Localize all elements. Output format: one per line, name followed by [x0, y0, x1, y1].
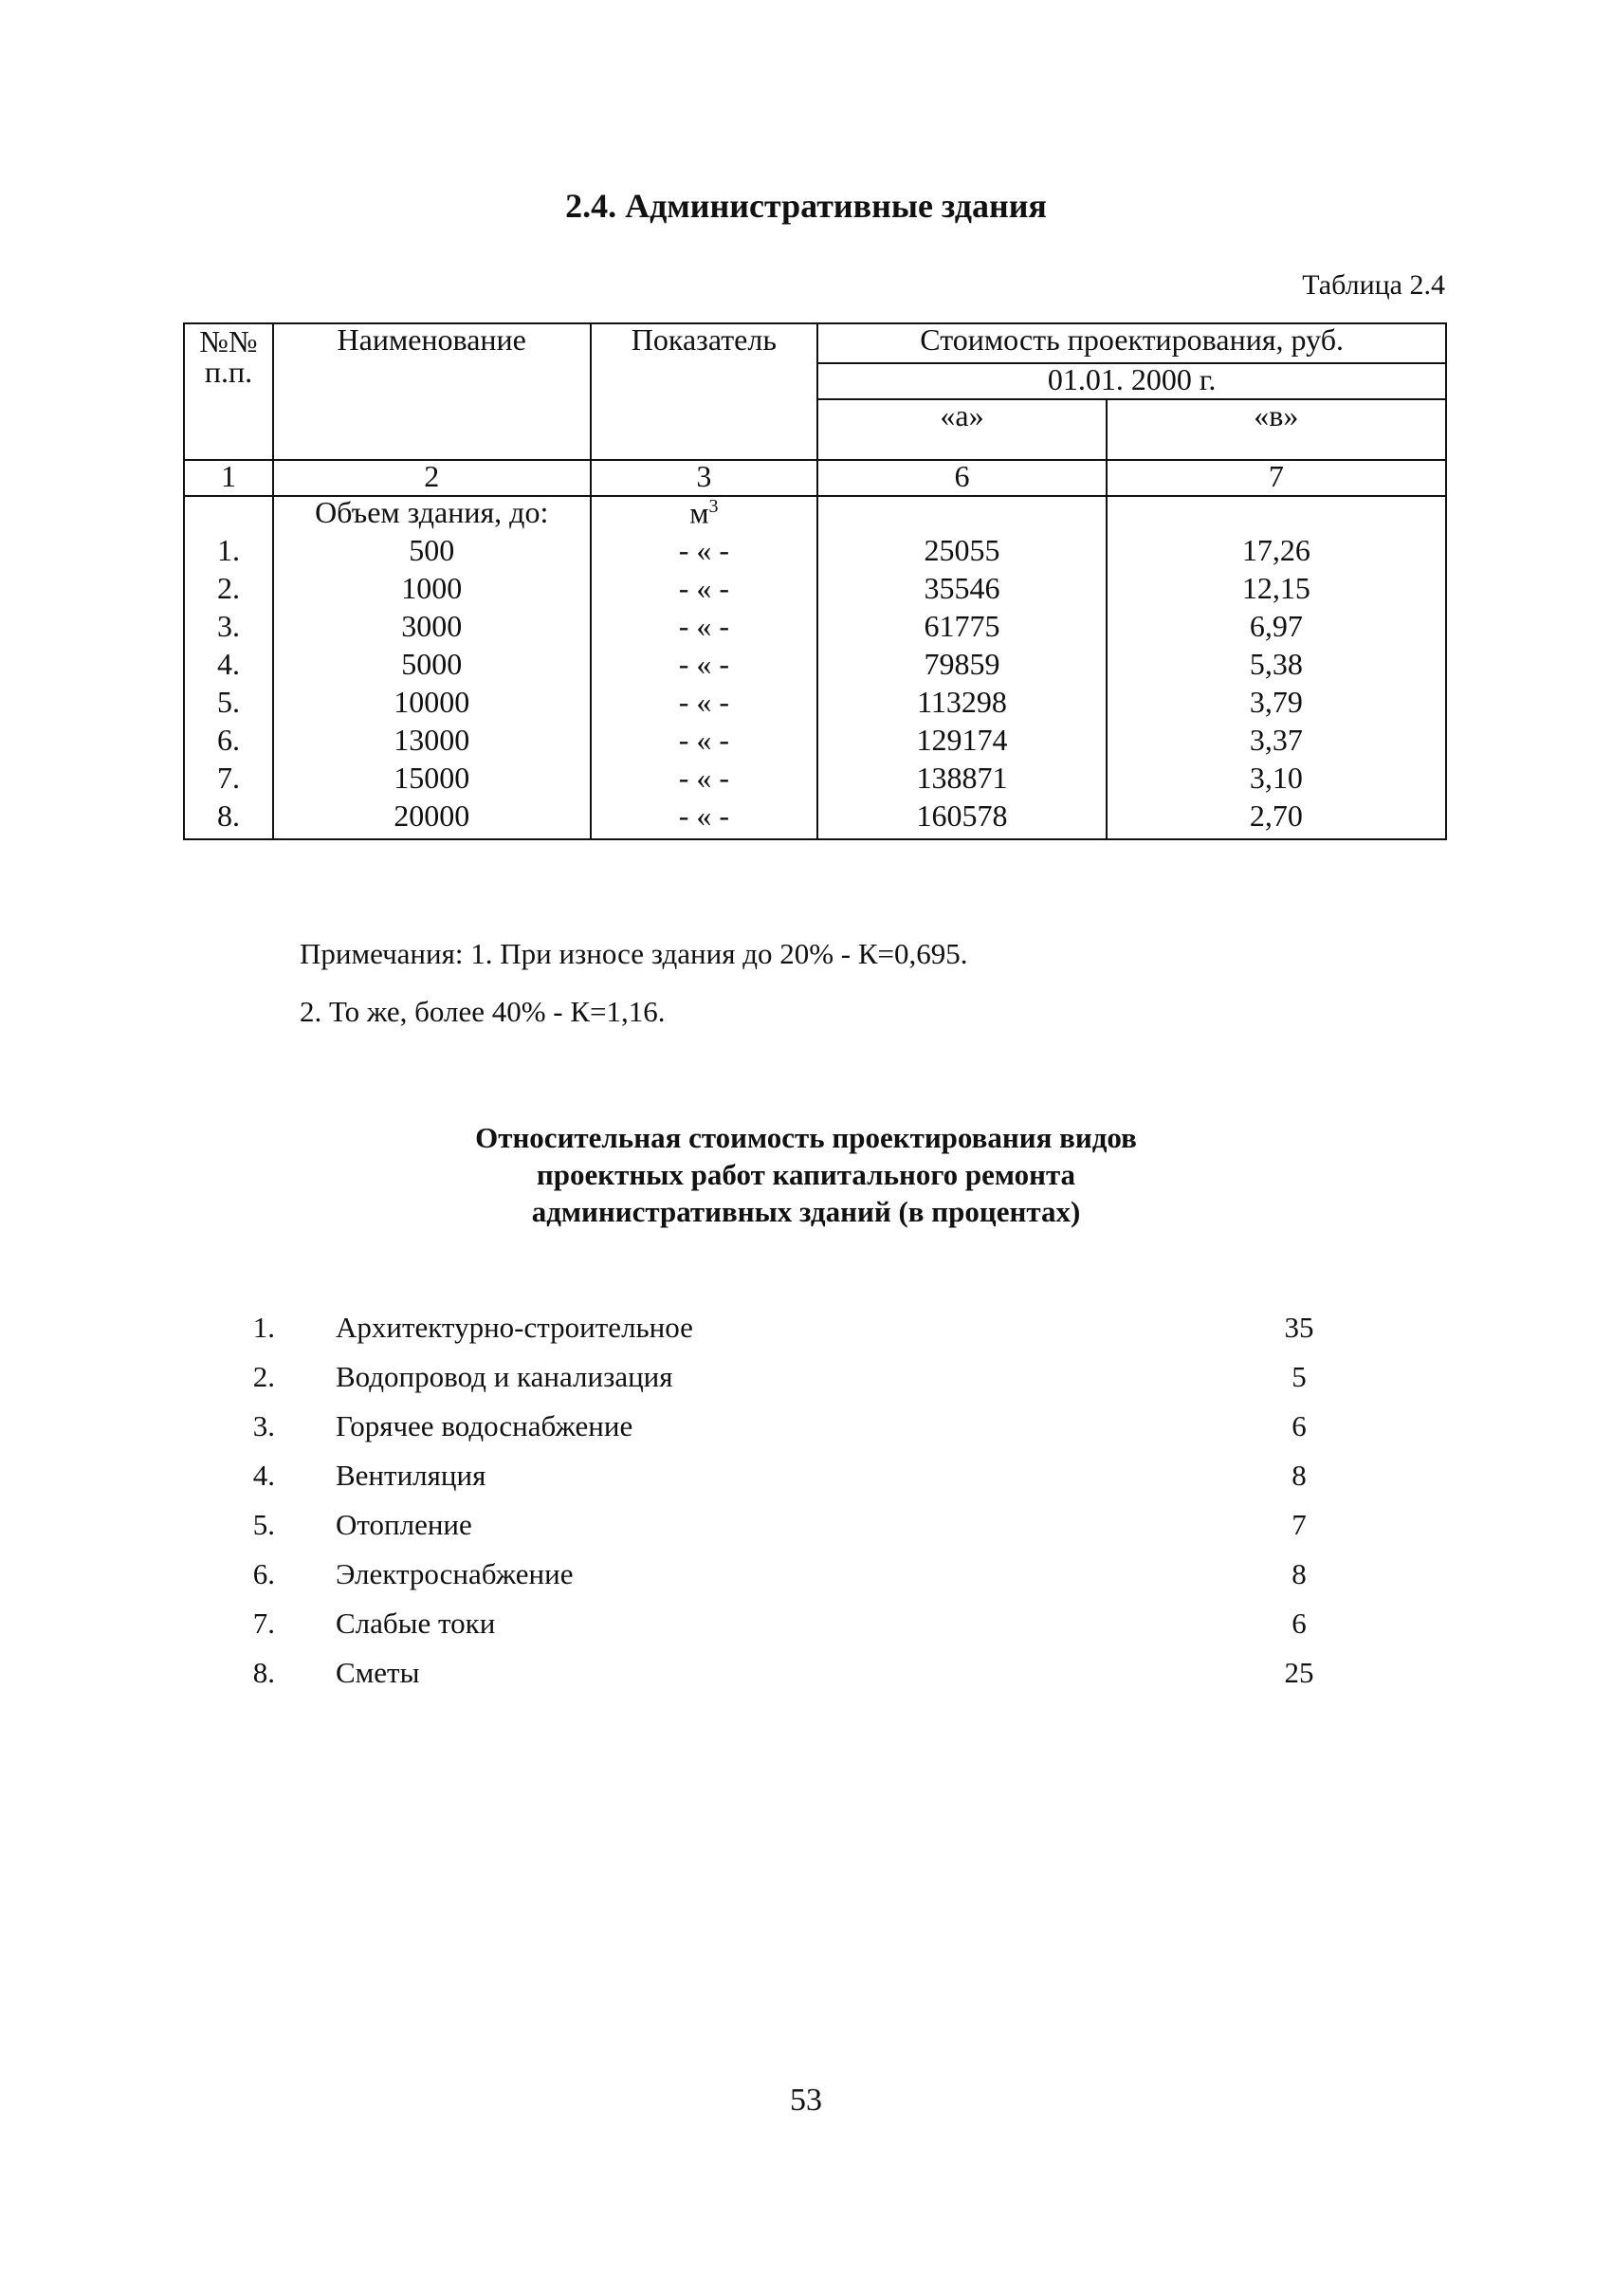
- column-number: 6: [817, 460, 1106, 496]
- table-row: [184, 687, 1446, 725]
- cell-a: 113298: [817, 687, 1106, 725]
- cell-name: 15000: [273, 762, 591, 800]
- cell-b: 17,26: [1107, 535, 1446, 573]
- cell-a: 25055: [817, 535, 1106, 573]
- cell-a: 129174: [817, 725, 1106, 762]
- work-name: Электроснабжение: [336, 1557, 574, 1590]
- header-num: №№ п.п.: [184, 323, 273, 460]
- cell-name: 10000: [273, 687, 591, 725]
- cell-name: 3000: [273, 611, 591, 649]
- cell-indicator: - « -: [591, 800, 818, 839]
- list-item: [237, 1607, 1337, 1656]
- work-num: 7.: [252, 1607, 275, 1640]
- work-name: Архитектурно-строительное: [336, 1311, 693, 1344]
- cost-table: [183, 322, 1447, 840]
- cell-num: 2.: [184, 573, 273, 611]
- work-value: 5: [1291, 1360, 1307, 1393]
- column-number: 1: [184, 460, 273, 496]
- table-row: [184, 535, 1446, 573]
- work-name: Вентиляция: [336, 1459, 486, 1492]
- cell-num: 4.: [184, 649, 273, 687]
- list-item: [237, 1557, 1337, 1607]
- cell-a: 35546: [817, 573, 1106, 611]
- list-item: [237, 1311, 1337, 1360]
- column-number-row: [184, 460, 1446, 496]
- cell-num: 5.: [184, 687, 273, 725]
- section-subtitle: [0, 1119, 1612, 1230]
- cell-b: 3,10: [1107, 762, 1446, 800]
- cell-name: 5000: [273, 649, 591, 687]
- cell-indicator: - « -: [591, 725, 818, 762]
- cell-num: 8.: [184, 800, 273, 839]
- cell-a: 160578: [817, 800, 1106, 839]
- work-num: 6.: [252, 1557, 275, 1590]
- table-row: [184, 573, 1446, 611]
- table-row: [184, 800, 1446, 839]
- table-caption: Таблица 2.4: [1302, 269, 1445, 301]
- note-2: 2. То же, более 40% - К=1,16.: [300, 995, 666, 1028]
- column-number: 2: [273, 460, 591, 496]
- table-row: [184, 649, 1446, 687]
- header-row: [184, 323, 1446, 363]
- header-col-b: «в»: [1107, 399, 1446, 460]
- work-types-list: [237, 1311, 1337, 1705]
- cell-b: 5,38: [1107, 649, 1446, 687]
- work-value: 8: [1291, 1557, 1307, 1590]
- cell-indicator: - « -: [591, 649, 818, 687]
- list-item: [237, 1656, 1337, 1705]
- cell-name: 13000: [273, 725, 591, 762]
- header-col-a: «а»: [817, 399, 1106, 460]
- cell-a: 138871: [817, 762, 1106, 800]
- page-title: 2.4. Административные здания: [565, 187, 1047, 225]
- column-number: 3: [591, 460, 818, 496]
- cell-indicator: - « -: [591, 573, 818, 611]
- work-value: 8: [1291, 1459, 1307, 1492]
- column-number: 7: [1107, 460, 1446, 496]
- cell-indicator: - « -: [591, 687, 818, 725]
- cell-num: 1.: [184, 535, 273, 573]
- work-num: 5.: [252, 1508, 275, 1541]
- cell-indicator: - « -: [591, 611, 818, 649]
- cell-name: 1000: [273, 573, 591, 611]
- unit-superscript: 3: [708, 496, 719, 517]
- cell-indicator: - « -: [591, 535, 818, 573]
- list-item: [237, 1360, 1337, 1409]
- work-value: 6: [1291, 1607, 1307, 1640]
- cell-num: 6.: [184, 725, 273, 762]
- header-cost: Стоимость проектирования, руб.: [817, 323, 1446, 363]
- cell-b: 2,70: [1107, 800, 1446, 839]
- list-item: [237, 1459, 1337, 1508]
- subtitle-line: проектных работ капитального ремонта: [536, 1158, 1076, 1191]
- header-indicator: Показатель: [591, 323, 818, 460]
- work-value: 35: [1284, 1311, 1314, 1344]
- work-name: Горячее водоснабжение: [336, 1409, 633, 1442]
- group-unit: [591, 496, 818, 535]
- cell-name: 500: [273, 535, 591, 573]
- cell-b: 3,79: [1107, 687, 1446, 725]
- page-number: 53: [790, 2083, 822, 2118]
- work-name: Водопровод и канализация: [336, 1360, 673, 1393]
- cell-b: 12,15: [1107, 573, 1446, 611]
- work-num: 1.: [252, 1311, 275, 1344]
- work-value: 7: [1291, 1508, 1307, 1541]
- table-row: [184, 725, 1446, 762]
- table-row: [184, 611, 1446, 649]
- cell-num: 7.: [184, 762, 273, 800]
- work-name: Сметы: [336, 1656, 420, 1689]
- cell-a: 79859: [817, 649, 1106, 687]
- work-num: 3.: [252, 1409, 275, 1442]
- subtitle-line: Относительная стоимость проектирования видов: [475, 1121, 1137, 1154]
- group-row: [184, 496, 1446, 535]
- work-num: 4.: [252, 1459, 275, 1492]
- cell-b: 6,97: [1107, 611, 1446, 649]
- work-num: 8.: [252, 1656, 275, 1689]
- cell-num: 3.: [184, 611, 273, 649]
- cell-indicator: - « -: [591, 762, 818, 800]
- group-label: Объем здания, до:: [273, 496, 591, 535]
- unit-text: м: [689, 495, 709, 530]
- header-name: Наименование: [273, 323, 591, 460]
- table-row: [184, 762, 1446, 800]
- work-value: 6: [1291, 1409, 1307, 1442]
- cell-a: 61775: [817, 611, 1106, 649]
- cell-b: 3,37: [1107, 725, 1446, 762]
- subtitle-line: административных зданий (в процентах): [531, 1195, 1081, 1228]
- list-item: [237, 1508, 1337, 1557]
- work-num: 2.: [252, 1360, 275, 1393]
- list-item: [237, 1409, 1337, 1459]
- cell-name: 20000: [273, 800, 591, 839]
- work-name: Отопление: [336, 1508, 472, 1541]
- note-1: Примечания: 1. При износе здания до 20% - К=0,695.: [300, 937, 968, 970]
- work-value: 25: [1284, 1656, 1314, 1689]
- header-date: 01.01. 2000 г.: [817, 363, 1446, 399]
- work-name: Слабые токи: [336, 1607, 496, 1640]
